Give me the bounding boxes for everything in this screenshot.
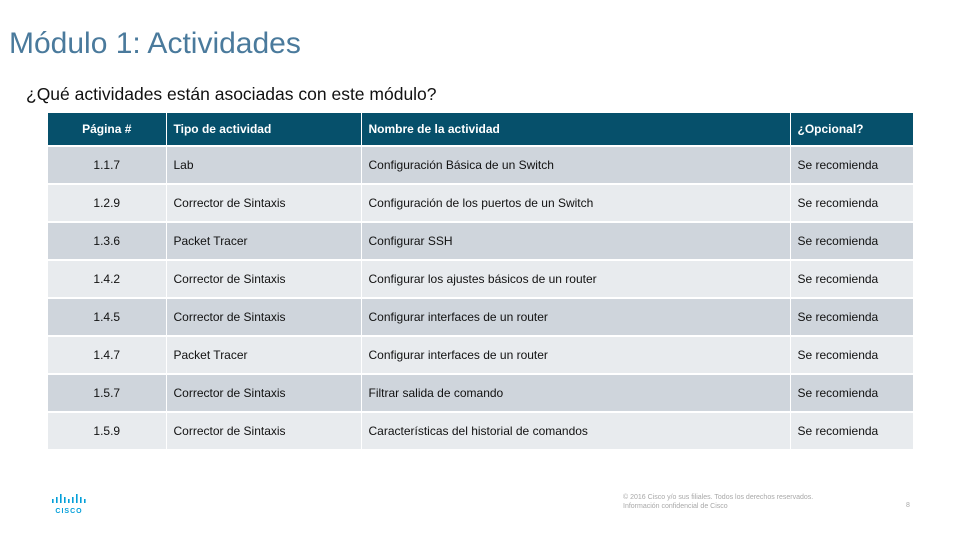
cell-activity-type: Packet Tracer: [166, 222, 361, 260]
cell-activity-name: Configuración Básica de un Switch: [361, 146, 790, 184]
cell-page: 1.4.2: [48, 260, 166, 298]
cell-activity-name: Configurar interfaces de un router: [361, 298, 790, 336]
table-row: [48, 222, 913, 260]
cell-activity-type: Packet Tracer: [166, 336, 361, 374]
activities-table: [48, 113, 913, 449]
slide-title: Módulo 1: Actividades: [9, 27, 301, 60]
cell-optional: Se recomienda: [790, 374, 913, 412]
cell-activity-type: Corrector de Sintaxis: [166, 298, 361, 336]
copyright-line-2: Información confidencial de Cisco: [623, 503, 728, 510]
cell-activity-name: Configuración de los puertos de un Switch: [361, 184, 790, 222]
cisco-bars-icon: [51, 493, 91, 515]
cell-activity-type: Corrector de Sintaxis: [166, 260, 361, 298]
header-activity-name: Nombre de la actividad: [361, 113, 790, 146]
table-row: [48, 184, 913, 222]
cell-activity-type: Corrector de Sintaxis: [166, 184, 361, 222]
header-page: Página #: [48, 113, 166, 146]
cell-activity-name: Configurar los ajustes básicos de un router: [361, 260, 790, 298]
cisco-logo: [51, 493, 91, 515]
table-row: [48, 146, 913, 184]
cell-activity-type: Lab: [166, 146, 361, 184]
table-row: [48, 374, 913, 412]
cell-page: 1.4.5: [48, 298, 166, 336]
cell-page: 1.3.6: [48, 222, 166, 260]
cell-optional: Se recomienda: [790, 222, 913, 260]
page-number: 8: [906, 502, 910, 509]
cell-page: 1.2.9: [48, 184, 166, 222]
cell-activity-name: Filtrar salida de comando: [361, 374, 790, 412]
cell-page: 1.5.9: [48, 412, 166, 449]
cell-activity-name: Configurar interfaces de un router: [361, 336, 790, 374]
cell-page: 1.5.7: [48, 374, 166, 412]
cell-optional: Se recomienda: [790, 260, 913, 298]
cell-optional: Se recomienda: [790, 298, 913, 336]
header-optional: ¿Opcional?: [790, 113, 913, 146]
cell-page: 1.4.7: [48, 336, 166, 374]
header-activity-type: Tipo de actividad: [166, 113, 361, 146]
table-row: [48, 260, 913, 298]
table-row: [48, 412, 913, 449]
cell-optional: Se recomienda: [790, 412, 913, 449]
cell-optional: Se recomienda: [790, 146, 913, 184]
table-row: [48, 298, 913, 336]
cell-optional: Se recomienda: [790, 336, 913, 374]
cisco-wordmark: CISCO: [55, 508, 83, 515]
cell-activity-name: Características del historial de comandos: [361, 412, 790, 449]
slide-subtitle: ¿Qué actividades están asociadas con este módulo?: [26, 84, 437, 104]
table-header-row: [48, 113, 913, 146]
cell-optional: Se recomienda: [790, 184, 913, 222]
copyright-notice: [623, 493, 813, 511]
table-row: [48, 336, 913, 374]
cell-page: 1.1.7: [48, 146, 166, 184]
cell-activity-type: Corrector de Sintaxis: [166, 412, 361, 449]
copyright-line-1: © 2016 Cisco y/o sus filiales. Todos los derechos reservados.: [623, 494, 814, 501]
cell-activity-type: Corrector de Sintaxis: [166, 374, 361, 412]
cell-activity-name: Configurar SSH: [361, 222, 790, 260]
